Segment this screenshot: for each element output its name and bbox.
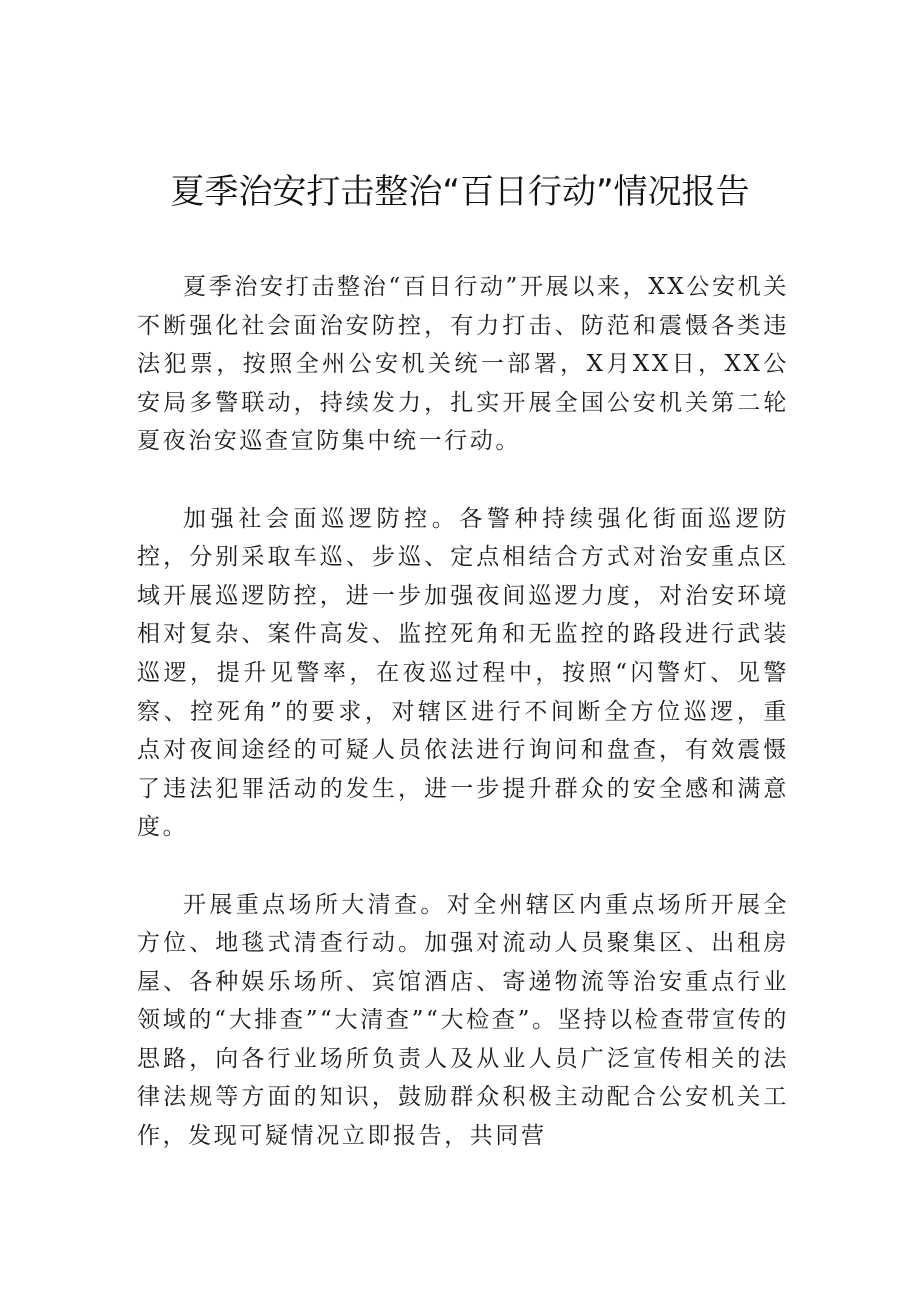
paragraph-inspection: 开展重点场所大清查。对全州辖区内重点场所开展全方位、地毯式清查行动。加强对流动人员聚集区、出租房屋、各种娱乐场所、宾馆酒店、寄递物流等治安重点行业领域的“大排查”“大清查”“大检查”。坚持以检查带宣传的思路，向各行业场所负责人及从业人员广泛宣传相关的法律法规等方面的知识，鼓励群众积极主动配合公安机关工作，发现可疑情况立即报告，共同营	[137, 891, 789, 1150]
document-title: 夏季治安打击整治“百日行动”情况报告	[170, 172, 750, 212]
paragraph-intro: 夏季治安打击整治“百日行动”开展以来，XX公安机关不断强化社会面治安防控，有力打击、防范和震慑各类违法犯票，按照全州公安机关统一部署，X月XX日，XX公安局多警联动，持续发力，扎实开展全国公安机关第二轮夏夜治安巡查宣防集中统一行动。	[137, 274, 789, 455]
paragraph-patrol: 加强社会面巡逻防控。各警种持续强化街面巡逻防控，分别采取车巡、步巡、定点相结合方式对治安重点区域开展巡逻防控，进一步加强夜间巡逻力度，对治安环境相对复杂、案件高发、监控死角和无监控的路段进行武装巡逻，提升见警率，在夜巡过程中，按照“闪警灯、见警察、控死角”的要求，对辖区进行不间断全方位巡逻，重点对夜间途经的可疑人员依法进行询问和盘查，有效震慑了违法犯罪活动的发生，进一步提升群众的安全感和满意度。	[137, 505, 789, 841]
document-body	[137, 268, 789, 1194]
